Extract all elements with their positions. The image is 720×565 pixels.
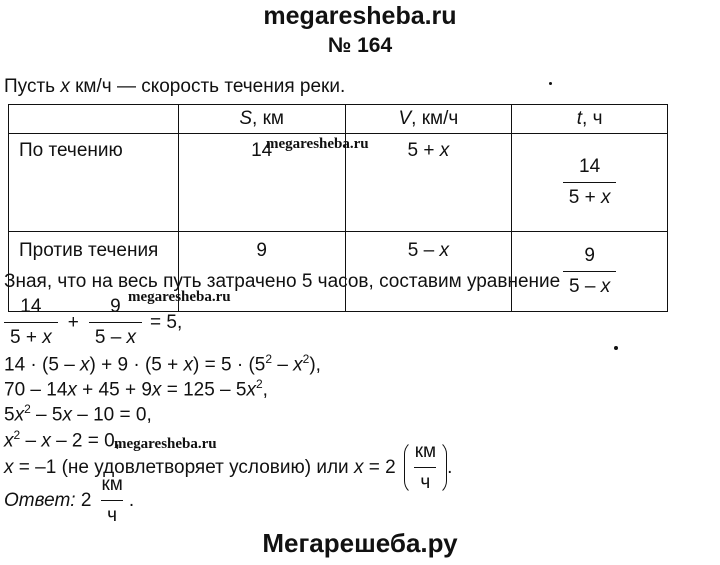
speed-cell: 5 – x (345, 232, 512, 312)
time-cell (512, 134, 668, 232)
row-label: Против течения (9, 232, 179, 312)
problem-number: № 164 (327, 34, 393, 57)
header-speed: V, км/ч (345, 105, 512, 134)
step-5: x = –1 (не удовлетворяет условию) или x = 2 $\frac{км}{ч}$ . (4, 441, 453, 493)
watermark-table: megaresheba.ru (266, 136, 369, 152)
fraction-left: $\frac{14}{5 + x}$ (4, 296, 58, 349)
sentence: Зная, что на весь путь затрачено 5 часов, составим уравнение (4, 271, 561, 292)
site-header: megaresheba.ru (263, 2, 457, 30)
step-3: $5x^2 - 5x - 10 = 0$, (4, 402, 152, 426)
unit-parentheses (404, 440, 447, 495)
header-distance: S, км (178, 105, 345, 134)
step-2: $70 - 14x + 45 + 9x = 125 - 5x^2$, (4, 377, 268, 401)
answer-line: Ответ: 2 $\frac{км}{ч}$ . (4, 474, 135, 526)
watermark-steps: megaresheba.ru (114, 436, 217, 452)
intro-post: км/ч — скорость течения реки. (69, 76, 346, 97)
header-time: t, ч (512, 105, 668, 134)
answer-label: Ответ: (4, 489, 76, 511)
equation-rhs: = 5, (150, 311, 183, 333)
speed-cell: 5 + x (345, 134, 512, 232)
unit-fraction: $\frac{км}{ч}$ (414, 441, 437, 493)
watermark-equation: megaresheba.ru (128, 289, 231, 305)
time-fraction: $\frac{9}{5 - x}$ (563, 245, 616, 298)
table-header-row (9, 105, 668, 134)
fraction-right: $\frac{9}{5 - x}$ (89, 296, 142, 349)
row-label: По течению (9, 134, 179, 232)
plus-sign: + (67, 311, 79, 333)
site-footer: Мегарешеба.ру (262, 528, 458, 558)
intro-pre: Пусть (4, 76, 61, 97)
step-1: $14 \cdot (5 - x) + 9 \cdot (5 + x) = 5 \cdot (5^2 - x^2)$, (4, 352, 321, 376)
scan-speck (614, 346, 618, 350)
time-fraction: $\frac{14}{5 + x}$ (563, 156, 617, 209)
distance-cell: 9 (178, 232, 345, 312)
answer-unit-fraction: $\frac{км}{ч}$ (101, 474, 123, 526)
intro-var: x (60, 76, 70, 97)
scan-speck (549, 82, 552, 85)
intro-line (4, 76, 345, 98)
distance-cell: 14 (178, 134, 345, 232)
step-4: $x^2 - x - 2 = 0$, (4, 428, 121, 452)
header-empty-cell (9, 105, 179, 134)
